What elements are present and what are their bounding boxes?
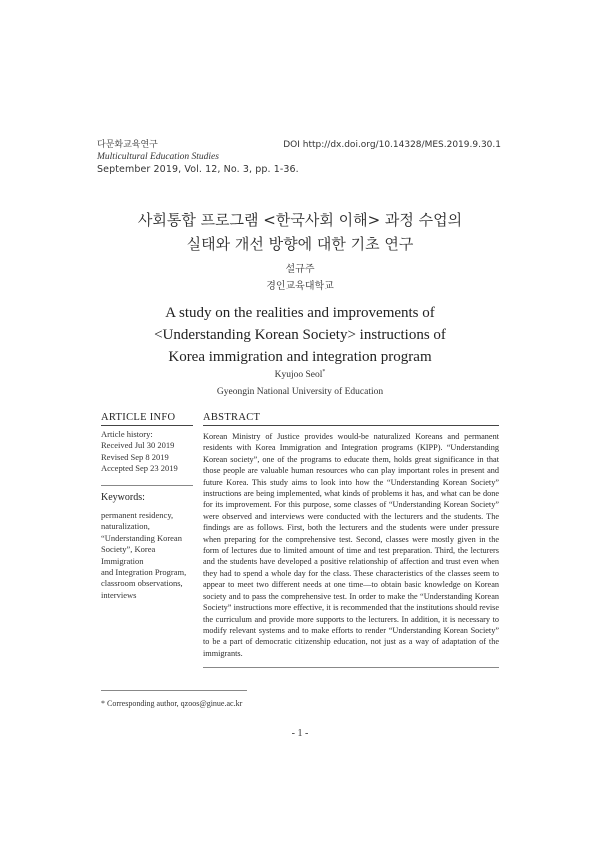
abstract-bottom-rule <box>203 667 499 668</box>
keyword: and Integration Program, <box>101 567 187 578</box>
keyword: permanent residency, <box>101 510 174 520</box>
history-divider <box>101 485 193 486</box>
korean-title-line-2: 실태와 개선 방향에 대한 기초 연구 <box>186 235 414 253</box>
corresponding-author-footnote: * Corresponding author, qzoos@ginue.ac.kr <box>101 699 243 708</box>
corresponding-mark: * <box>322 369 326 375</box>
footnote-rule <box>101 690 247 691</box>
doi-link[interactable]: DOI http://dx.doi.org/10.14328/MES.2019.9.30.1 <box>283 140 501 150</box>
english-title-line-1: A study on the realities and improvements of <box>165 305 435 321</box>
article-history <box>101 429 193 475</box>
korean-title-line-1: 사회통합 프로그램 <한국사회 이해> 과정 수업의 <box>137 211 463 229</box>
accepted-date: Accepted Sep 23 2019 <box>101 463 178 474</box>
received-date: Received Jul 30 2019 <box>101 440 175 451</box>
keyword: interviews <box>101 589 137 600</box>
abstract-rule <box>203 425 499 426</box>
english-author <box>0 369 600 380</box>
keyword: “Understanding Korean <box>101 532 182 543</box>
korean-affiliation: 경인교육대학교 <box>266 281 334 292</box>
abstract-text: Korean Ministry of Justice provides would-be naturalized Koreans and permanent residents with Korea Immigration and Integration programs (KIPP). “Understanding Korean society”, one of the programs to educate them, holds great significance in that those people are valuable human resources who can play important roles in present and future Korea. This study aims to look into how the “Understanding Korean Society” instructions are being implemented, what kinds of problems it has, and what can be done for its improvement. For this purpose, some classes of “Understanding Korean Society” were observed and interviews were conducted with the lecturers and the students. The findings are as follows. First, both the lecturers and the students were under pressure when preparing for the comprehensive test. Second, classes were mostly given in the form of lectures due to limited amount of time and test preparation. Third, the lecturers and the students have developed a positive relationship of affection and trust even when they had to spend a whole day for the class. These characteristics of the classes seem to appear to meet two different needs at one time—to obtain basic knowledge on Korean society and to pass the comprehensive test. In order to make the “Understanding Korean Society” instructions more effective, it is recommended that the institutions should revise the curriculum and provide more supports to the lecturers. In addition, it is necessary to modify relevant systems and to make efforts to render “Understanding Korean Society” to be a part of democratic citizenship education, not just as a way of adaptation of the immigrants. <box>203 432 499 658</box>
english-title <box>60 302 540 368</box>
page-number: - 1 - <box>291 728 309 739</box>
article-info-heading: ARTICLE INFO <box>101 412 176 423</box>
journal-header <box>97 139 501 177</box>
keyword: naturalization, <box>101 521 150 532</box>
journal-korean-name: 다문화교육연구 <box>97 140 158 150</box>
issue-info: September 2019, Vol. 12, No. 3, pp. 1-36. <box>97 164 299 175</box>
english-title-line-2: <Understanding Korean Society> instructions of <box>154 327 446 343</box>
history-label: Article history: <box>101 429 153 439</box>
keywords-list <box>101 510 193 601</box>
journal-english-name: Multicultural Education Studies <box>97 152 219 162</box>
keyword: Society”, Korea Immigration <box>101 544 156 566</box>
author-name: Kyujoo Seol <box>274 370 323 381</box>
korean-title <box>60 208 540 256</box>
english-affiliation: Gyeongin National University of Education <box>216 387 384 397</box>
keyword: classroom observations, <box>101 578 183 589</box>
article-info-rule <box>101 425 193 426</box>
keywords-heading: Keywords: <box>101 492 145 503</box>
revised-date: Revised Sep 8 2019 <box>101 451 169 462</box>
korean-author: 설규주 <box>285 264 315 275</box>
abstract-heading: ABSTRACT <box>203 412 261 423</box>
english-title-line-3: Korea immigration and integration program <box>168 349 432 365</box>
